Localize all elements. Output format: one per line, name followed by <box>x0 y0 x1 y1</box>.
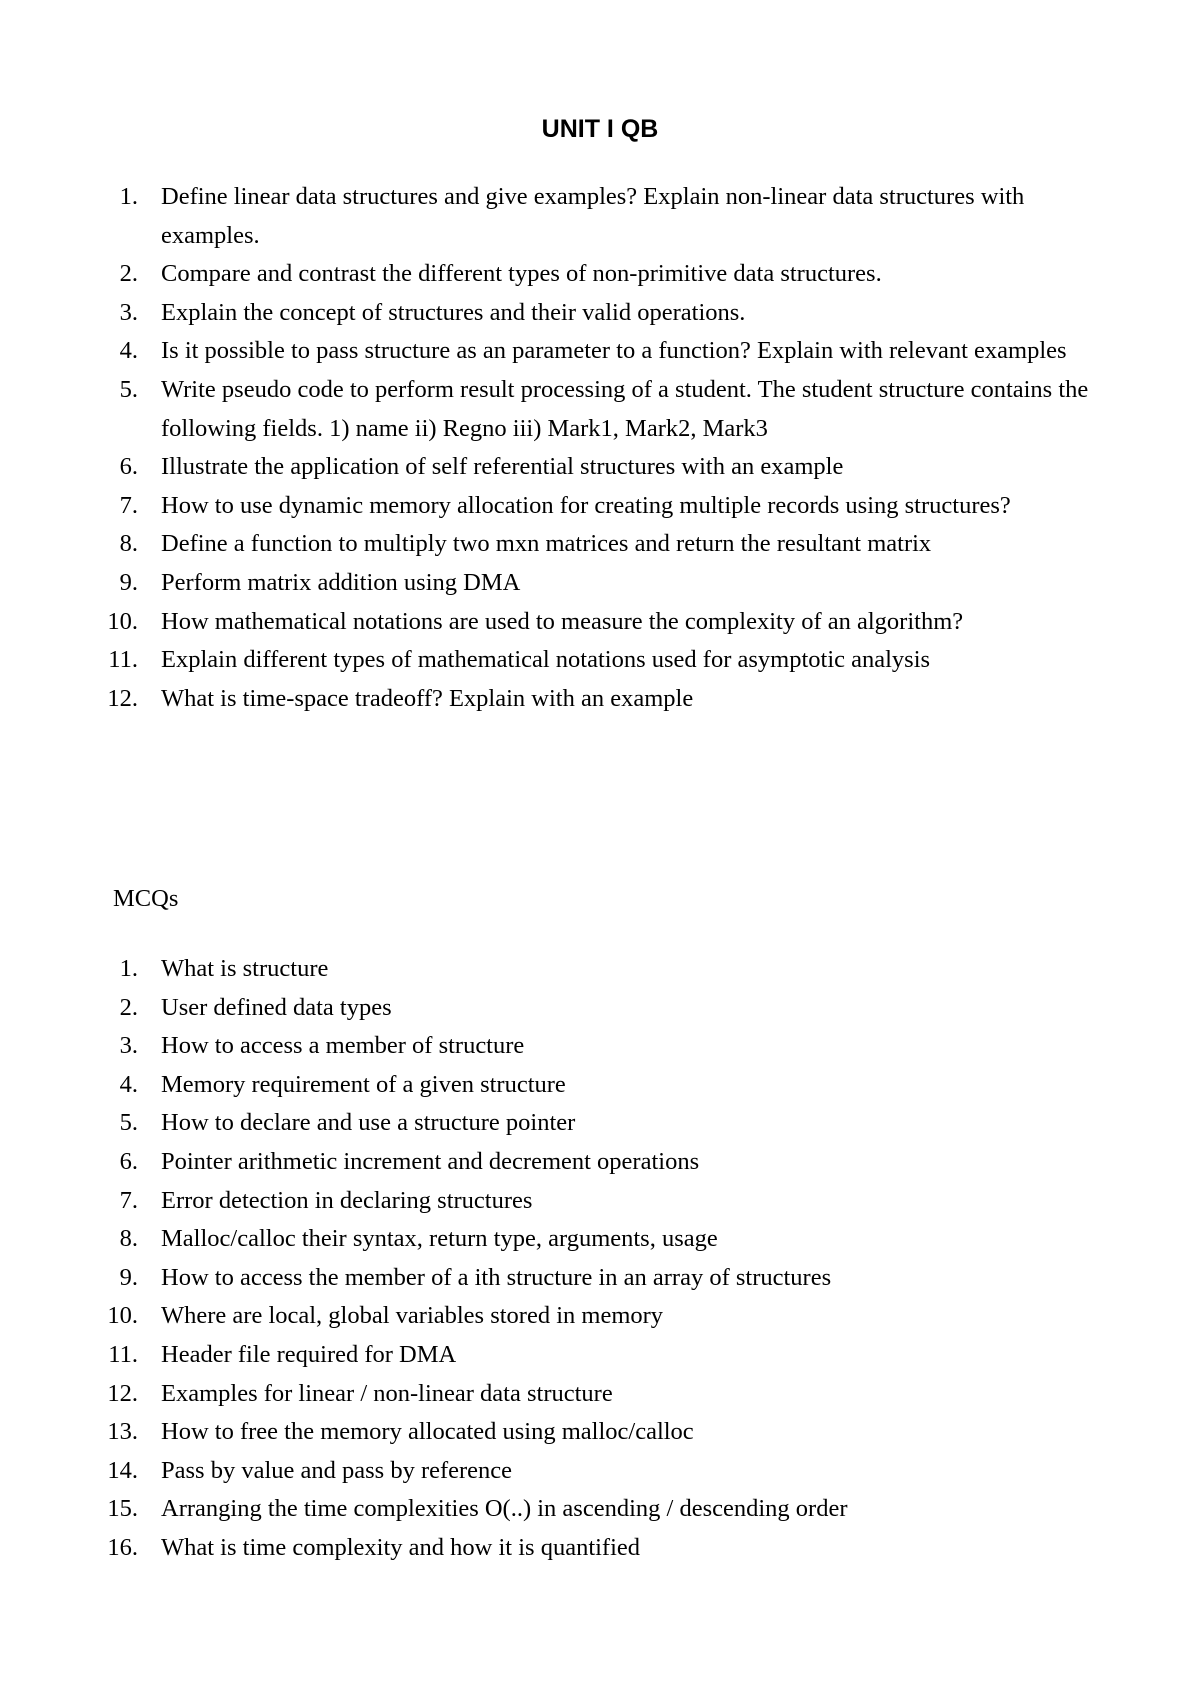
question-number: 6. <box>119 453 138 481</box>
question-text: Is it possible to pass structure as an parameter to a function? Explain with relevant examples <box>161 337 1067 365</box>
mcq-item <box>0 950 1101 989</box>
question-list <box>0 178 1101 718</box>
mcq-item <box>0 1452 1101 1491</box>
question-item <box>0 294 1101 333</box>
question-item <box>0 487 1101 526</box>
mcq-number: 1. <box>119 955 138 982</box>
question-text: Compare and contrast the different types of non-primitive data structures. <box>161 260 882 288</box>
mcq-list <box>0 950 1101 1568</box>
mcq-text: How to access a member of structure <box>161 1032 525 1060</box>
mcq-text: How to declare and use a structure pointer <box>161 1109 576 1137</box>
question-item <box>0 603 1101 642</box>
mcq-item <box>0 1259 1101 1298</box>
page-title: UNIT I QB <box>541 115 659 143</box>
question-text: Illustrate the application of self referential structures with an example <box>161 453 844 481</box>
mcq-item <box>0 1297 1101 1336</box>
mcq-item <box>0 1182 1101 1221</box>
mcq-number: 6. <box>119 1147 138 1175</box>
mcq-item <box>0 1375 1101 1414</box>
question-text: Define a function to multiply two mxn matrices and return the resultant matrix <box>161 530 932 558</box>
question-number: 10. <box>107 607 138 635</box>
mcq-number: 7. <box>119 1186 138 1214</box>
question-item <box>0 371 1101 448</box>
mcq-number: 14. <box>107 1456 138 1484</box>
mcq-heading: MCQs <box>113 885 179 912</box>
question-item <box>0 641 1101 680</box>
question-number: 3. <box>119 298 138 326</box>
question-item <box>0 178 1101 255</box>
mcq-number: 10. <box>107 1302 138 1330</box>
mcq-number: 11. <box>108 1340 138 1368</box>
mcq-item <box>0 1066 1101 1105</box>
question-item <box>0 564 1101 603</box>
question-number: 4. <box>119 337 138 365</box>
mcq-number: 3. <box>119 1032 138 1060</box>
mcq-item <box>0 1413 1101 1452</box>
question-text: Write pseudo code to perform result processing of a student. The student structure contains the following fields. 1) name ii) Regno iii) Mark1, Mark2, Mark3 <box>161 375 1089 442</box>
question-text: How mathematical notations are used to measure the complexity of an algorithm? <box>161 607 964 635</box>
mcq-number: 12. <box>107 1379 138 1407</box>
mcq-number: 13. <box>107 1418 138 1446</box>
mcq-text: Memory requirement of a given structure <box>161 1070 566 1098</box>
mcq-number: 5. <box>119 1109 138 1137</box>
question-text: How to use dynamic memory allocation for creating multiple records using structures? <box>161 491 1011 519</box>
mcq-item <box>0 1143 1101 1182</box>
mcq-text: What is time complexity and how it is quantified <box>161 1533 641 1561</box>
mcq-text: Pass by value and pass by reference <box>161 1456 513 1484</box>
question-number: 1. <box>119 183 138 210</box>
mcq-item <box>0 1336 1101 1375</box>
mcq-text: Error detection in declaring structures <box>161 1186 533 1214</box>
mcq-text: Malloc/calloc their syntax, return type, arguments, usage <box>161 1225 718 1253</box>
mcq-text: Where are local, global variables stored in memory <box>161 1302 664 1330</box>
question-text: Perform matrix addition using DMA <box>161 568 521 596</box>
mcq-text: How to free the memory allocated using malloc/calloc <box>161 1418 694 1446</box>
question-number: 12. <box>107 684 138 712</box>
question-number: 7. <box>119 491 138 519</box>
question-number: 11. <box>108 646 138 674</box>
question-text: Explain different types of mathematical notations used for asymptotic analysis <box>161 646 931 674</box>
mcq-item <box>0 1220 1101 1259</box>
question-item <box>0 680 1101 719</box>
mcq-number: 16. <box>107 1533 138 1561</box>
question-item <box>0 448 1101 487</box>
question-text: Explain the concept of structures and their valid operations. <box>161 298 746 326</box>
question-item <box>0 332 1101 371</box>
mcq-number: 8. <box>119 1225 138 1253</box>
mcq-item <box>0 1027 1101 1066</box>
question-number: 2. <box>119 260 138 288</box>
mcq-text: Arranging the time complexities O(..) in ascending / descending order <box>161 1495 848 1523</box>
mcq-item <box>0 989 1101 1028</box>
question-number: 8. <box>119 530 138 558</box>
mcq-item <box>0 1104 1101 1143</box>
mcq-text: User defined data types <box>161 993 392 1021</box>
mcq-number: 9. <box>119 1263 138 1291</box>
mcq-text: How to access the member of a ith structure in an array of structures <box>161 1263 832 1291</box>
mcq-number: 4. <box>119 1070 138 1098</box>
question-text: What is time-space tradeoff? Explain with an example <box>161 684 694 712</box>
mcq-text: What is structure <box>161 955 329 982</box>
mcq-text: Header file required for DMA <box>161 1340 457 1368</box>
question-item <box>0 255 1101 294</box>
mcq-number: 15. <box>107 1495 138 1523</box>
mcq-item <box>0 1529 1101 1568</box>
mcq-text: Pointer arithmetic increment and decrement operations <box>161 1147 700 1175</box>
mcq-item <box>0 1490 1101 1529</box>
question-number: 9. <box>119 568 138 596</box>
mcq-number: 2. <box>119 993 138 1021</box>
question-number: 5. <box>119 375 138 403</box>
question-item <box>0 525 1101 564</box>
question-text: Define linear data structures and give examples? Explain non-linear data structures with examples. <box>161 183 1025 249</box>
mcq-text: Examples for linear / non-linear data structure <box>161 1379 613 1407</box>
